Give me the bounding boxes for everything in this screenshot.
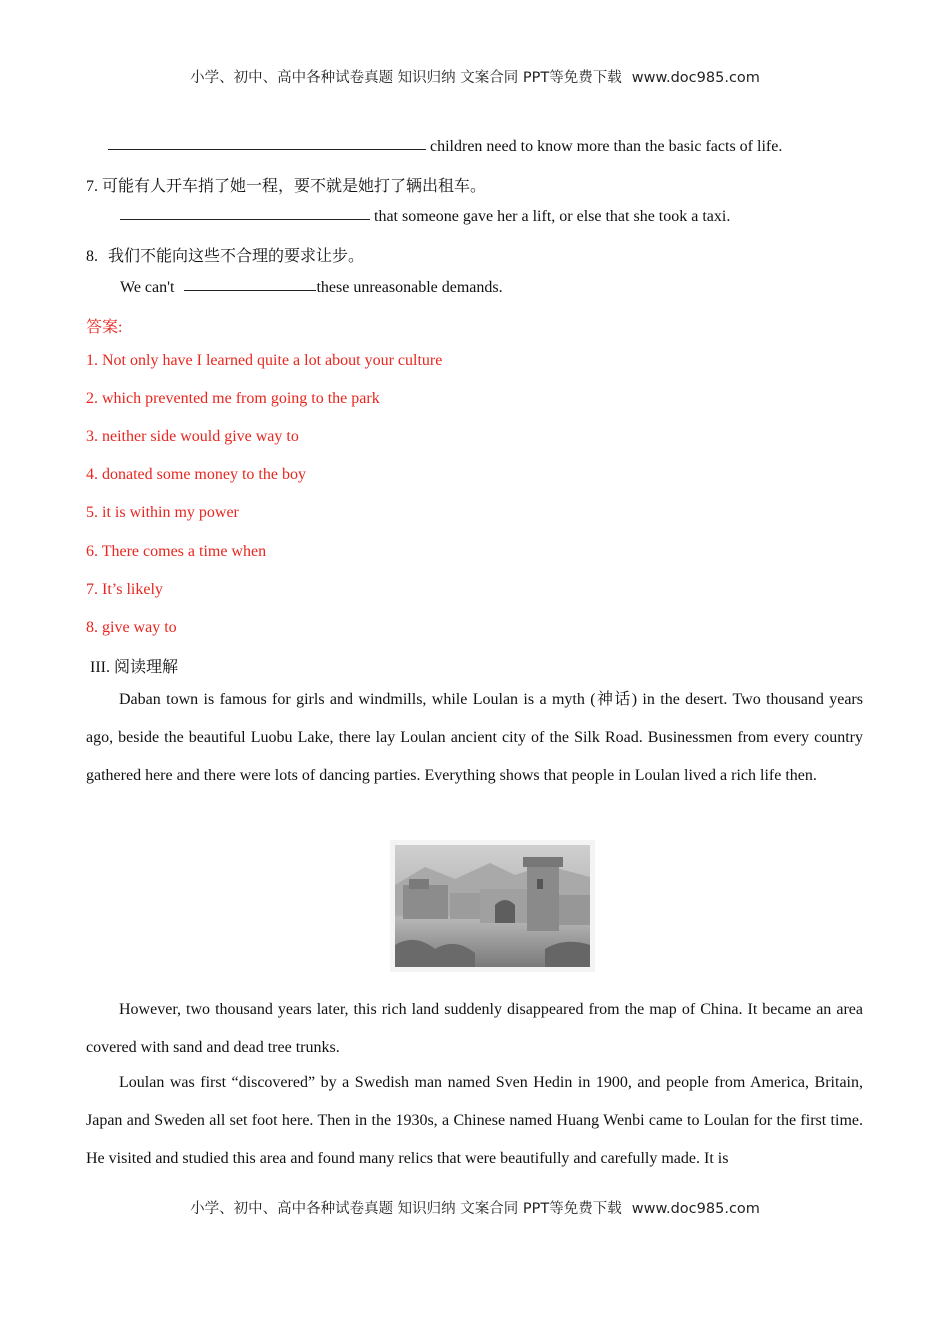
question-8-text: 我们不能向这些不合理的要求让步。 (108, 248, 365, 265)
reading-paragraph-3: Loulan was first “discovered” by a Swedish man named Sven Hedin in 1900, and people from America, Britain, Japan and Sweden all set foot here. Then in the 1930s, a Chinese named Huang Wenbi came to Loulan for the first time. He visited and studied this area and found many relics that were beautifully and carefully made. It is (86, 1074, 863, 1167)
answer-item: 1. Not only have I learned quite a lot about your culture (86, 352, 443, 369)
answer-blank (120, 218, 370, 220)
reading-paragraph-1: Daban town is famous for girls and windmills, while Loulan is a myth (神话) in the desert. Two thousand years ago, beside the beautiful Luobu Lake, there lay Loulan ancient city of the Silk Road. Businessmen from every country gathered here and there were lots of dancing parties. Everything shows that people in Loulan lived a rich life then. (86, 691, 863, 784)
footer-title: 小学、初中、高中各种试卷真题 知识归纳 文案合同 PPT等免费下载 (190, 1201, 622, 1217)
answer-item: 2. which prevented me from going to the park (86, 390, 380, 407)
question-7-text: that someone gave her a lift, or else that she took a taxi. (374, 208, 731, 225)
header-title: 小学、初中、高中各种试卷真题 知识归纳 文案合同 PPT等免费下载 (190, 70, 622, 86)
answer-item: 6. There comes a time when (86, 543, 267, 560)
question-8-head: We can't (120, 279, 175, 296)
page-footer (0, 1197, 950, 1218)
page-header (0, 66, 950, 87)
footer-url[interactable]: www.doc985.com (631, 1201, 760, 1217)
answer-item: 8. give way to (86, 619, 177, 636)
loulan-city-illustration (390, 840, 595, 972)
answer-blank (184, 289, 316, 291)
question-8-line (120, 279, 503, 297)
question-8-tail: these unreasonable demands. (316, 279, 503, 296)
question-7-line (120, 208, 730, 226)
castle-image (395, 845, 590, 967)
section-title: III. 阅读理解 (90, 659, 178, 676)
header-url[interactable]: www.doc985.com (631, 70, 760, 86)
answer-item: 4. donated some money to the boy (86, 466, 306, 483)
answer-item: 3. neither side would give way to (86, 428, 299, 445)
question-8-chinese (86, 243, 364, 266)
answer-item: 5. it is within my power (86, 504, 239, 521)
question-8-number: 8. (86, 248, 98, 265)
reading-paragraph-2: However, two thousand years later, this rich land suddenly disappeared from the map of China. It became an area covered with sand and dead tree trunks. (86, 1001, 863, 1056)
answer-item: 7. It’s likely (86, 581, 163, 598)
question-6-text: children need to know more than the basic facts of life. (430, 138, 783, 155)
answer-blank (108, 148, 426, 150)
answers-label: 答案: (86, 319, 123, 336)
question-7-chinese: 7. 可能有人开车捎了她一程，要不就是她打了辆出租车。 (86, 178, 487, 195)
question-6-line (108, 138, 782, 156)
